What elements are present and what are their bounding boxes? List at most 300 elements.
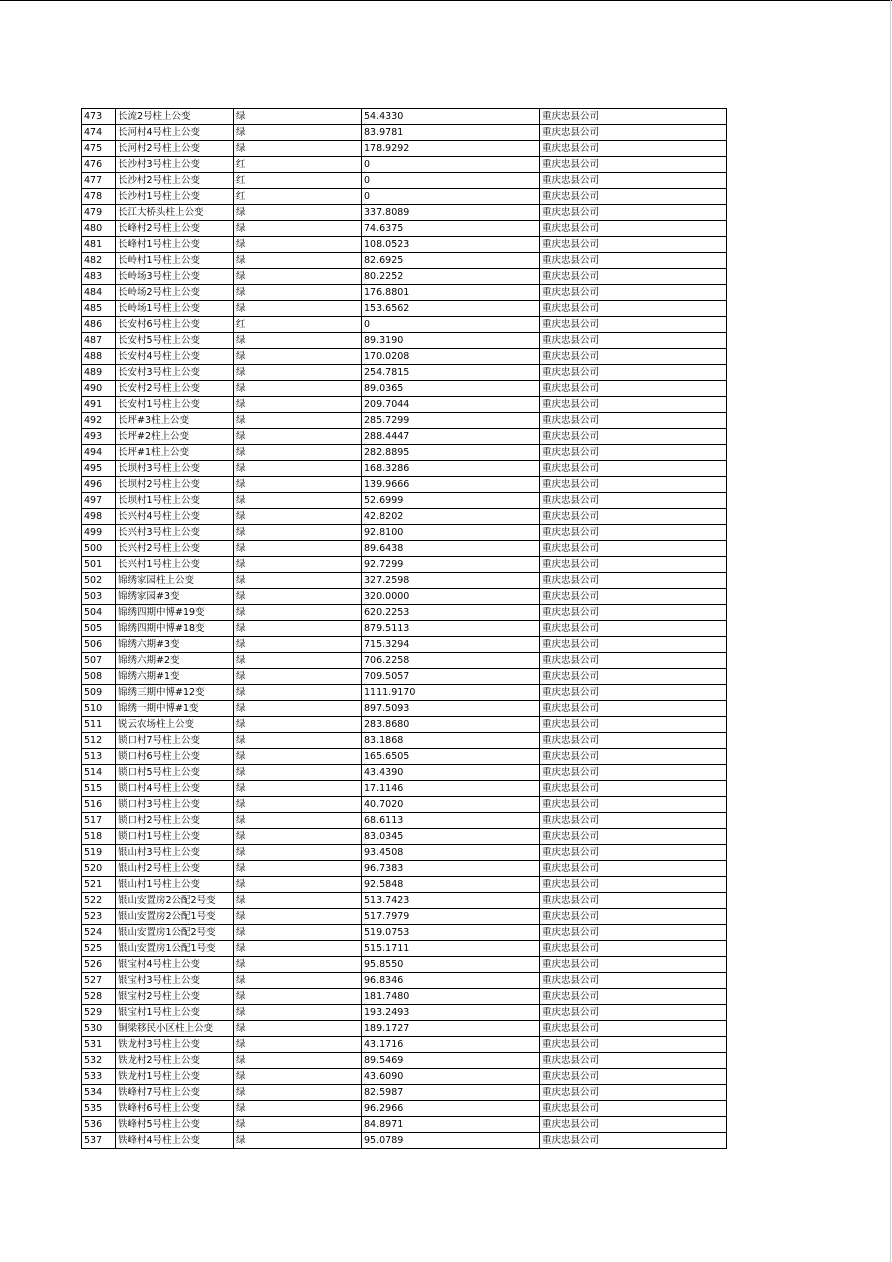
status-cell: 绿 [234,861,362,877]
row-number-cell: 521 [82,877,116,893]
status-cell: 绿 [234,749,362,765]
company-cell: 重庆忠县公司 [540,797,727,813]
transformer-name-cell: 长兴村4号柱上公变 [116,509,234,525]
value-cell: 139.9666 [362,477,540,493]
company-cell: 重庆忠县公司 [540,781,727,797]
row-number-cell: 494 [82,445,116,461]
table-row [82,317,727,333]
company-cell: 重庆忠县公司 [540,541,727,557]
transformer-name-cell: 铁峰村4号柱上公变 [116,1133,234,1149]
table-row [82,493,727,509]
table-row [82,861,727,877]
row-number-cell: 478 [82,189,116,205]
table-row [82,237,727,253]
status-cell: 绿 [234,381,362,397]
company-cell: 重庆忠县公司 [540,1069,727,1085]
table-row [82,541,727,557]
company-cell: 重庆忠县公司 [540,733,727,749]
table-row [82,1053,727,1069]
status-cell: 绿 [234,621,362,637]
row-number-cell: 481 [82,237,116,253]
transformer-name-cell: 长岭场3号柱上公变 [116,269,234,285]
value-cell: 95.8550 [362,957,540,973]
status-cell: 绿 [234,461,362,477]
value-cell: 327.2598 [362,573,540,589]
transformer-name-cell: 锦绣一期中博#1变 [116,701,234,717]
company-cell: 重庆忠县公司 [540,285,727,301]
status-cell: 绿 [234,1037,362,1053]
company-cell: 重庆忠县公司 [540,173,727,189]
row-number-cell: 484 [82,285,116,301]
company-cell: 重庆忠县公司 [540,813,727,829]
value-cell: 165.6505 [362,749,540,765]
status-cell: 绿 [234,685,362,701]
company-cell: 重庆忠县公司 [540,413,727,429]
company-cell: 重庆忠县公司 [540,701,727,717]
company-cell: 重庆忠县公司 [540,717,727,733]
page-right-edge [890,0,891,1262]
table-row [82,189,727,205]
row-number-cell: 506 [82,637,116,653]
row-number-cell: 476 [82,157,116,173]
status-cell: 绿 [234,925,362,941]
status-cell: 绿 [234,893,362,909]
transformer-name-cell: 长坝村1号柱上公变 [116,493,234,509]
row-number-cell: 537 [82,1133,116,1149]
transformer-name-cell: 铁峰村7号柱上公变 [116,1085,234,1101]
row-number-cell: 513 [82,749,116,765]
status-cell: 绿 [234,557,362,573]
row-number-cell: 534 [82,1085,116,1101]
status-cell: 绿 [234,397,362,413]
transformer-name-cell: 长岭场2号柱上公变 [116,285,234,301]
row-number-cell: 514 [82,765,116,781]
row-number-cell: 507 [82,653,116,669]
row-number-cell: 509 [82,685,116,701]
value-cell: 83.9781 [362,125,540,141]
status-cell: 绿 [234,1053,362,1069]
row-number-cell: 500 [82,541,116,557]
table-row [82,941,727,957]
company-cell: 重庆忠县公司 [540,973,727,989]
row-number-cell: 504 [82,605,116,621]
status-cell: 绿 [234,765,362,781]
company-cell: 重庆忠县公司 [540,1037,727,1053]
transformer-name-cell: 银山村1号柱上公变 [116,877,234,893]
row-number-cell: 524 [82,925,116,941]
company-cell: 重庆忠县公司 [540,381,727,397]
table-row [82,973,727,989]
row-number-cell: 486 [82,317,116,333]
company-cell: 重庆忠县公司 [540,573,727,589]
value-cell: 0 [362,173,540,189]
transformer-name-cell: 长兴村2号柱上公变 [116,541,234,557]
company-cell: 重庆忠县公司 [540,589,727,605]
row-number-cell: 508 [82,669,116,685]
status-cell: 绿 [234,525,362,541]
company-cell: 重庆忠县公司 [540,685,727,701]
company-cell: 重庆忠县公司 [540,1021,727,1037]
value-cell: 178.9292 [362,141,540,157]
row-number-cell: 474 [82,125,116,141]
table-row [82,557,727,573]
status-cell: 绿 [234,253,362,269]
table-row [82,797,727,813]
transformer-name-cell: 长流2号柱上公变 [116,109,234,125]
status-cell: 绿 [234,509,362,525]
status-cell: 绿 [234,941,362,957]
row-number-cell: 516 [82,797,116,813]
table-row [82,285,727,301]
value-cell: 74.6375 [362,221,540,237]
row-number-cell: 473 [82,109,116,125]
row-number-cell: 492 [82,413,116,429]
company-cell: 重庆忠县公司 [540,237,727,253]
row-number-cell: 530 [82,1021,116,1037]
status-cell: 红 [234,157,362,173]
transformer-name-cell: 锁口村7号柱上公变 [116,733,234,749]
table-row [82,1005,727,1021]
table-row [82,813,727,829]
transformer-name-cell: 长坪#2柱上公变 [116,429,234,445]
value-cell: 897.5093 [362,701,540,717]
row-number-cell: 517 [82,813,116,829]
status-cell: 绿 [234,445,362,461]
value-cell: 170.0208 [362,349,540,365]
value-cell: 82.5987 [362,1085,540,1101]
status-cell: 绿 [234,477,362,493]
transformer-name-cell: 锐云农场柱上公变 [116,717,234,733]
company-cell: 重庆忠县公司 [540,621,727,637]
company-cell: 重庆忠县公司 [540,909,727,925]
value-cell: 1111.9170 [362,685,540,701]
transformer-name-cell: 锦绣家园#3变 [116,589,234,605]
value-cell: 515.1711 [362,941,540,957]
transformer-name-cell: 锦绣四期中博#19变 [116,605,234,621]
value-cell: 52.6999 [362,493,540,509]
table-row [82,1037,727,1053]
value-cell: 706.2258 [362,653,540,669]
status-cell: 绿 [234,573,362,589]
status-cell: 绿 [234,605,362,621]
transformer-name-cell: 长安村4号柱上公变 [116,349,234,365]
row-number-cell: 483 [82,269,116,285]
row-number-cell: 526 [82,957,116,973]
value-cell: 320.0000 [362,589,540,605]
status-cell: 绿 [234,1101,362,1117]
value-cell: 181.7480 [362,989,540,1005]
value-cell: 80.2252 [362,269,540,285]
table-row [82,349,727,365]
table-row [82,445,727,461]
transformer-name-cell: 长岭场1号柱上公变 [116,301,234,317]
status-cell: 红 [234,189,362,205]
row-number-cell: 536 [82,1117,116,1133]
row-number-cell: 511 [82,717,116,733]
company-cell: 重庆忠县公司 [540,1101,727,1117]
status-cell: 绿 [234,1085,362,1101]
company-cell: 重庆忠县公司 [540,157,727,173]
transformer-name-cell: 锦绣家园柱上公变 [116,573,234,589]
row-number-cell: 489 [82,365,116,381]
transformer-name-cell: 银宝村3号柱上公变 [116,973,234,989]
row-number-cell: 505 [82,621,116,637]
transformer-name-cell: 银山安置房1公配2号变 [116,925,234,941]
table-row [82,877,727,893]
status-cell: 绿 [234,781,362,797]
row-number-cell: 495 [82,461,116,477]
table-row [82,925,727,941]
value-cell: 168.3286 [362,461,540,477]
company-cell: 重庆忠县公司 [540,1117,727,1133]
value-cell: 189.1727 [362,1021,540,1037]
value-cell: 89.6438 [362,541,540,557]
transformer-name-cell: 长坪#3柱上公变 [116,413,234,429]
company-cell: 重庆忠县公司 [540,1005,727,1021]
value-cell: 0 [362,317,540,333]
company-cell: 重庆忠县公司 [540,397,727,413]
row-number-cell: 477 [82,173,116,189]
table-row [82,653,727,669]
row-number-cell: 488 [82,349,116,365]
table-row [82,477,727,493]
transformer-name-cell: 铁峰村6号柱上公变 [116,1101,234,1117]
status-cell: 绿 [234,845,362,861]
status-cell: 绿 [234,413,362,429]
table-row [82,845,727,861]
status-cell: 绿 [234,141,362,157]
company-cell: 重庆忠县公司 [540,1133,727,1149]
row-number-cell: 527 [82,973,116,989]
company-cell: 重庆忠县公司 [540,1053,727,1069]
transformer-name-cell: 长沙村3号柱上公变 [116,157,234,173]
value-cell: 620.2253 [362,605,540,621]
value-cell: 254.7815 [362,365,540,381]
table-row [82,1133,727,1149]
company-cell: 重庆忠县公司 [540,829,727,845]
table-row [82,157,727,173]
transformer-name-cell: 长兴村3号柱上公变 [116,525,234,541]
row-number-cell: 496 [82,477,116,493]
row-number-cell: 523 [82,909,116,925]
table-row [82,141,727,157]
row-number-cell: 528 [82,989,116,1005]
table-row [82,333,727,349]
transformer-name-cell: 锦绣六期#1变 [116,669,234,685]
status-cell: 绿 [234,669,362,685]
value-cell: 337.8089 [362,205,540,221]
table-row [82,397,727,413]
transformer-name-cell: 银山安置房1公配1号变 [116,941,234,957]
table-row [82,893,727,909]
status-cell: 绿 [234,717,362,733]
value-cell: 43.4390 [362,765,540,781]
transformer-name-cell: 锦绣四期中博#18变 [116,621,234,637]
row-number-cell: 503 [82,589,116,605]
value-cell: 92.7299 [362,557,540,573]
value-cell: 43.1716 [362,1037,540,1053]
table-row [82,909,727,925]
table-row [82,1085,727,1101]
company-cell: 重庆忠县公司 [540,221,727,237]
company-cell: 重庆忠县公司 [540,269,727,285]
status-cell: 绿 [234,429,362,445]
company-cell: 重庆忠县公司 [540,957,727,973]
table-row [82,125,727,141]
row-number-cell: 480 [82,221,116,237]
row-number-cell: 531 [82,1037,116,1053]
status-cell: 绿 [234,125,362,141]
transformer-name-cell: 锁口村5号柱上公变 [116,765,234,781]
status-cell: 绿 [234,365,362,381]
transformer-name-cell: 锁口村1号柱上公变 [116,829,234,845]
transformer-name-cell: 长安村2号柱上公变 [116,381,234,397]
value-cell: 288.4447 [362,429,540,445]
transformer-name-cell: 锁口村2号柱上公变 [116,813,234,829]
status-cell: 绿 [234,541,362,557]
transformer-name-cell: 长坪#1柱上公变 [116,445,234,461]
status-cell: 绿 [234,1133,362,1149]
table-row [82,205,727,221]
company-cell: 重庆忠县公司 [540,557,727,573]
company-cell: 重庆忠县公司 [540,205,727,221]
transformer-name-cell: 长沙村1号柱上公变 [116,189,234,205]
transformer-name-cell: 锁口村3号柱上公变 [116,797,234,813]
transformer-name-cell: 长安村1号柱上公变 [116,397,234,413]
table-row [82,605,727,621]
row-number-cell: 491 [82,397,116,413]
status-cell: 绿 [234,733,362,749]
table-row [82,269,727,285]
value-cell: 517.7979 [362,909,540,925]
company-cell: 重庆忠县公司 [540,509,727,525]
table-row [82,829,727,845]
value-cell: 96.7383 [362,861,540,877]
company-cell: 重庆忠县公司 [540,925,727,941]
company-cell: 重庆忠县公司 [540,125,727,141]
status-cell: 绿 [234,269,362,285]
transformer-name-cell: 锦绣三期中博#12变 [116,685,234,701]
company-cell: 重庆忠县公司 [540,877,727,893]
row-number-cell: 535 [82,1101,116,1117]
status-cell: 红 [234,173,362,189]
row-number-cell: 482 [82,253,116,269]
table-body [82,109,727,1149]
row-number-cell: 532 [82,1053,116,1069]
transformer-name-cell: 银宝村4号柱上公变 [116,957,234,973]
table-row [82,253,727,269]
transformer-name-cell: 长兴村1号柱上公变 [116,557,234,573]
table-row [82,429,727,445]
table-row [82,781,727,797]
transformer-name-cell: 长安村3号柱上公变 [116,365,234,381]
transformer-name-cell: 银宝村1号柱上公变 [116,1005,234,1021]
value-cell: 54.4330 [362,109,540,125]
table-row [82,461,727,477]
transformer-name-cell: 长安村6号柱上公变 [116,317,234,333]
value-cell: 709.5057 [362,669,540,685]
row-number-cell: 475 [82,141,116,157]
value-cell: 43.6090 [362,1069,540,1085]
status-cell: 绿 [234,909,362,925]
row-number-cell: 525 [82,941,116,957]
table-row [82,1021,727,1037]
value-cell: 0 [362,157,540,173]
transformer-name-cell: 长峰村1号柱上公变 [116,237,234,253]
row-number-cell: 518 [82,829,116,845]
table-row [82,509,727,525]
status-cell: 绿 [234,349,362,365]
value-cell: 96.8346 [362,973,540,989]
row-number-cell: 522 [82,893,116,909]
company-cell: 重庆忠县公司 [540,653,727,669]
value-cell: 519.0753 [362,925,540,941]
value-cell: 176.8801 [362,285,540,301]
company-cell: 重庆忠县公司 [540,429,727,445]
transformer-name-cell: 长河村4号柱上公变 [116,125,234,141]
company-cell: 重庆忠县公司 [540,317,727,333]
status-cell: 绿 [234,1005,362,1021]
transformer-name-cell: 长岭村1号柱上公变 [116,253,234,269]
table-row [82,717,727,733]
value-cell: 0 [362,189,540,205]
value-cell: 89.3190 [362,333,540,349]
status-cell: 绿 [234,973,362,989]
status-cell: 绿 [234,1117,362,1133]
transformer-name-cell: 铁龙村1号柱上公变 [116,1069,234,1085]
status-cell: 红 [234,317,362,333]
company-cell: 重庆忠县公司 [540,765,727,781]
status-cell: 绿 [234,701,362,717]
status-cell: 绿 [234,1021,362,1037]
company-cell: 重庆忠县公司 [540,1085,727,1101]
company-cell: 重庆忠县公司 [540,109,727,125]
row-number-cell: 490 [82,381,116,397]
transformer-name-cell: 长安村5号柱上公变 [116,333,234,349]
row-number-cell: 497 [82,493,116,509]
transformer-name-cell: 铁龙村3号柱上公变 [116,1037,234,1053]
company-cell: 重庆忠县公司 [540,941,727,957]
company-cell: 重庆忠县公司 [540,845,727,861]
value-cell: 89.0365 [362,381,540,397]
company-cell: 重庆忠县公司 [540,333,727,349]
value-cell: 84.8971 [362,1117,540,1133]
table-row [82,221,727,237]
value-cell: 96.2966 [362,1101,540,1117]
table-row [82,573,727,589]
table-row [82,365,727,381]
transformer-name-cell: 锦绣六期#2变 [116,653,234,669]
transformer-name-cell: 银山村3号柱上公变 [116,845,234,861]
transformer-name-cell: 长坝村2号柱上公变 [116,477,234,493]
status-cell: 绿 [234,989,362,1005]
value-cell: 68.6113 [362,813,540,829]
status-cell: 绿 [234,205,362,221]
table-row [82,173,727,189]
table-row [82,1101,727,1117]
status-cell: 绿 [234,109,362,125]
company-cell: 重庆忠县公司 [540,749,727,765]
table-row [82,413,727,429]
status-cell: 绿 [234,301,362,317]
company-cell: 重庆忠县公司 [540,637,727,653]
value-cell: 513.7423 [362,893,540,909]
value-cell: 209.7044 [362,397,540,413]
row-number-cell: 533 [82,1069,116,1085]
table-row [82,525,727,541]
table-row [82,301,727,317]
table-row [82,381,727,397]
